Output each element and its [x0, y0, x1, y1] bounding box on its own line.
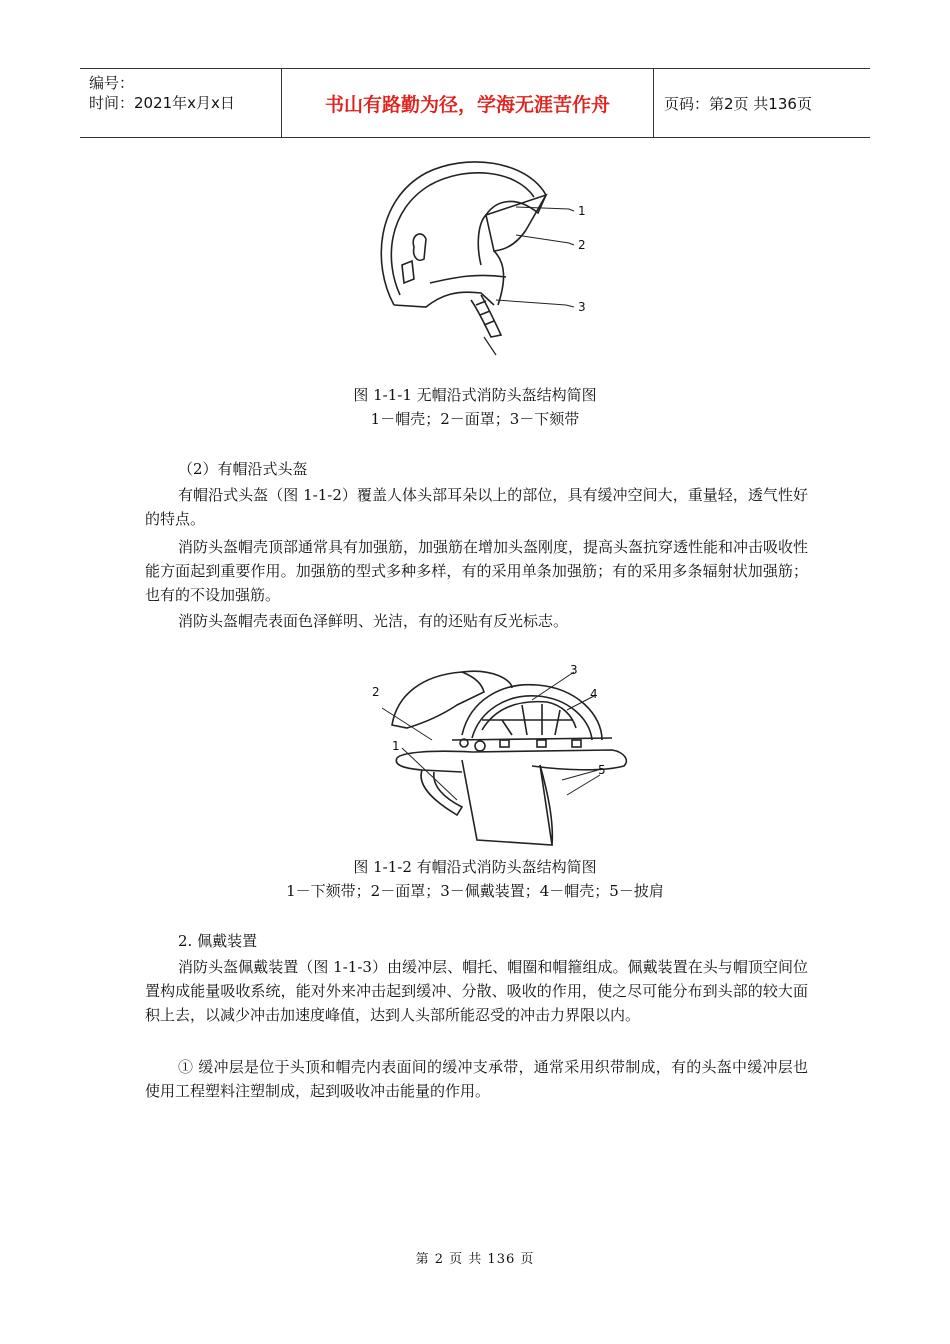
figure1-label-3: 3 [578, 300, 586, 314]
figure1-legend: 1－帽壳；2－面罩；3－下颏带 [370, 410, 580, 428]
paragraph-buffer-layer: ① 缓冲层是位于头顶和帽壳内表面间的缓冲支承带，通常采用织带制成，有的头盔中缓冲层也使用工程塑料注塑制成，起到吸收冲击能量的作用。 [145, 1058, 808, 1100]
figure2-label-1: 1 [392, 739, 400, 753]
document-number-label: 编号： [89, 74, 135, 92]
paragraph-shell-surface: 消防头盔帽壳表面色泽鲜明、光洁，有的还贴有反光标志。 [178, 612, 569, 630]
figure-helmet-no-brim [366, 155, 596, 360]
page-header [80, 68, 870, 138]
figure2-label-5: 5 [598, 763, 606, 777]
figure2-label-2: 2 [372, 685, 380, 699]
document-date: 时间：2021年x月x日 [89, 94, 235, 112]
figure1-label-2: 2 [578, 238, 586, 252]
section-heading-wearing-device: 2. 佩戴装置 [178, 932, 258, 950]
page-footer: 第 2 页 共 136 页 [415, 1252, 535, 1267]
paragraph-brim-helmet-intro: 有帽沿式头盔（图 1-1-2）覆盖人体头部耳朵以上的部位，具有缓冲空间大，重量轻，透气性好的特点。 [145, 486, 808, 528]
figure2-label-3: 3 [570, 663, 578, 677]
figure-helmet-with-brim [362, 660, 642, 850]
section-heading-brim-helmet: （2）有帽沿式头盔 [178, 460, 308, 478]
header-page-code: 页码：第2页 共136页 [664, 94, 812, 113]
figure2-label-4: 4 [590, 687, 598, 701]
figure2-caption: 图 1-1-2 有帽沿式消防头盔结构简图 [353, 858, 597, 876]
header-meta [80, 69, 282, 137]
header-motto: 书山有路勤为径，学海无涯苦作舟 [282, 69, 654, 137]
figure1-caption: 图 1-1-1 无帽沿式消防头盔结构简图 [353, 386, 597, 404]
paragraph-wearing-device: 消防头盔佩戴装置（图 1-1-3）由缓冲层、帽托、帽圈和帽箍组成。佩戴装置在头与帽顶空间位置构成能量吸收系统，能对外来冲击起到缓冲、分散、吸收的作用，使之尽可能分布到头部的较大面积上去，以减少冲击加速度峰值，达到人头部所能忍受的冲击力界限以内。 [145, 958, 808, 1024]
figure1-label-1: 1 [578, 204, 586, 218]
figure2-legend: 1－下颏带；2－面罩；3－佩戴装置；4－帽壳；5－披肩 [286, 882, 664, 900]
paragraph-reinforcement-ribs: 消防头盔帽壳顶部通常具有加强筋，加强筋在增加头盔刚度，提高头盔抗穿透性能和冲击吸收性能方面起到重要作用。加强筋的型式多种多样，有的采用单条加强筋；有的采用多条辐射状加强筋；也有的不设加强筋。 [145, 538, 809, 604]
